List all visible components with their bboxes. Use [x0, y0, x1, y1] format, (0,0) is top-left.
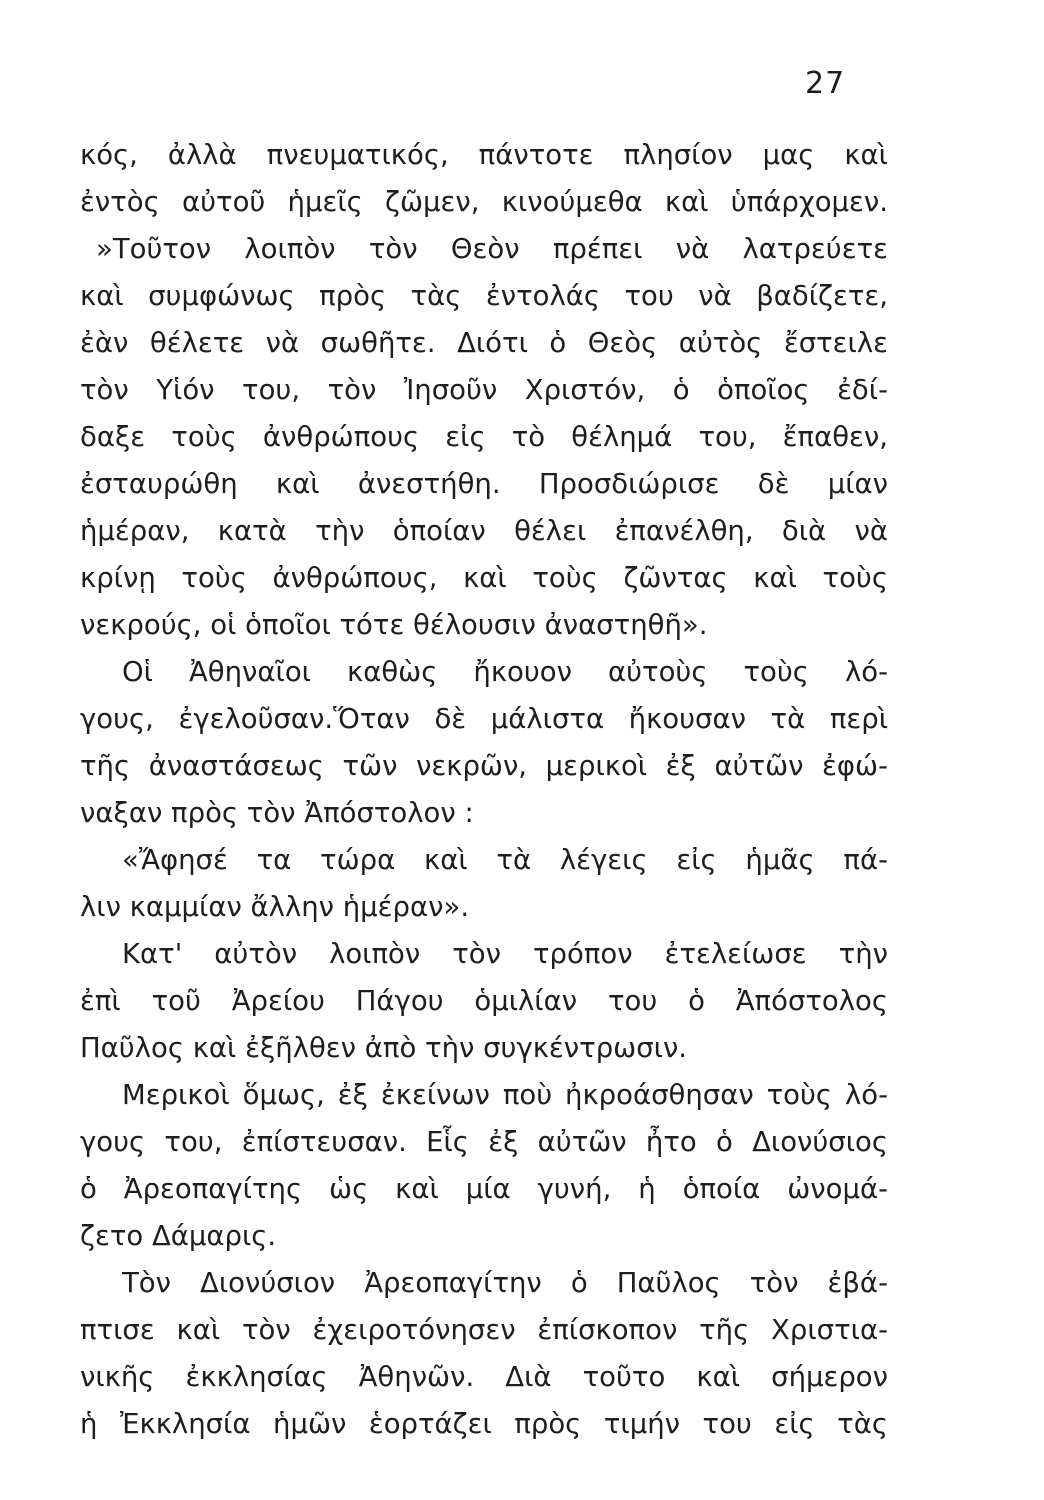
paragraph-5 [80, 931, 888, 1072]
text-line: νεκρούς, οἱ ὁποῖοι τότε θέλουσιν ἀναστηθῆ». [80, 609, 708, 641]
text-line: Μερικοὶ ὅμως, ἐξ ἐκείνων ποὺ ἠκροάσθησαν τοὺς λό- [122, 1079, 888, 1111]
paragraph-3 [80, 649, 888, 837]
text-line: Κατ' αὐτὸν λοιπὸν τὸν τρόπον ἐτελείωσε τὴν [122, 938, 888, 970]
text-line: ἐντὸς αὐτοῦ ἡμεῖς ζῶμεν, κινούμεθα καὶ ὑπάρχομεν. [80, 186, 888, 218]
text-line: πτισε καὶ τὸν ἐχειροτόνησεν ἐπίσκοπον τῆς Χριστια- [80, 1314, 888, 1346]
text-line: ἡμέραν, κατὰ τὴν ὁποίαν θέλει ἐπανέλθη, διὰ νὰ [80, 515, 888, 547]
page-number: 27 [805, 66, 846, 101]
text-line: ὁ Ἀρεοπαγίτης ὡς καὶ μία γυνή, ἡ ὁποία ὠνομά- [80, 1173, 888, 1205]
text-line: τῆς ἀναστάσεως τῶν νεκρῶν, μερικοὶ ἐξ αὐτῶν ἐφώ- [80, 750, 888, 782]
paragraph-2 [80, 226, 888, 649]
text-line: ναξαν πρὸς τὸν Ἀπόστολον : [80, 797, 474, 829]
text-line: δαξε τοὺς ἀνθρώπους εἰς τὸ θέλημά του, ἔπαθεν, [80, 421, 888, 453]
paragraph-7 [80, 1260, 888, 1448]
text-line: τὸν Υἱόν του, τὸν Ἰησοῦν Χριστόν, ὁ ὁποῖος ἐδί- [80, 374, 888, 406]
text-line: «Ἄφησέ τα τώρα καὶ τὰ λέγεις εἰς ἡμᾶς πά- [122, 844, 888, 876]
body-text [80, 132, 888, 1448]
paragraph-6 [80, 1072, 888, 1260]
text-line: ἐὰν θέλετε νὰ σωθῆτε. Διότι ὁ Θεὸς αὐτὸς ἔστειλε [80, 327, 888, 359]
text-line: »Τοῦτον λοιπὸν τὸν Θεὸν πρέπει νὰ λατρεύετε [96, 233, 888, 265]
text-line: καὶ συμφώνως πρὸς τὰς ἐντολάς του νὰ βαδίζετε, [80, 280, 888, 312]
text-line: ζετο Δάμαρις. [80, 1220, 277, 1252]
text-line: λιν καμμίαν ἄλλην ἡμέραν». [80, 891, 470, 923]
paragraph-1 [80, 132, 888, 226]
text-line: Τὸν Διονύσιον Ἀρεοπαγίτην ὁ Παῦλος τὸν ἐβά- [122, 1267, 888, 1299]
text-line: γους, ἐγελοῦσαν.Ὅταν δὲ μάλιστα ἤκουσαν τὰ περὶ [80, 703, 888, 735]
text-line: ἐσταυρώθη καὶ ἀνεστήθη. Προσδιώρισε δὲ μίαν [80, 468, 888, 500]
text-line: νικῆς ἐκκλησίας Ἀθηνῶν. Διὰ τοῦτο καὶ σήμερον [80, 1361, 888, 1393]
text-line: γους του, ἐπίστευσαν. Εἷς ἐξ αὐτῶν ἦτο ὁ Διονύσιος [80, 1126, 888, 1158]
text-line: Παῦλος καὶ ἐξῆλθεν ἀπὸ τὴν συγκέντρωσιν. [80, 1032, 688, 1064]
text-line: κρίνῃ τοὺς ἀνθρώπους, καὶ τοὺς ζῶντας καὶ τοὺς [80, 562, 888, 594]
text-line: ἐπὶ τοῦ Ἀρείου Πάγου ὁμιλίαν του ὁ Ἀπόστολος [80, 985, 888, 1017]
text-line: ἡ Ἐκκλησία ἡμῶν ἑορτάζει πρὸς τιμήν του εἰς τὰς [80, 1408, 888, 1440]
text-line: κός, ἀλλὰ πνευματικός, πάντοτε πλησίον μας καὶ [80, 139, 888, 171]
text-line: Οἱ Ἀθηναῖοι καθὼς ἤκουον αὐτοὺς τοὺς λό- [122, 656, 888, 688]
paragraph-4 [80, 837, 888, 931]
